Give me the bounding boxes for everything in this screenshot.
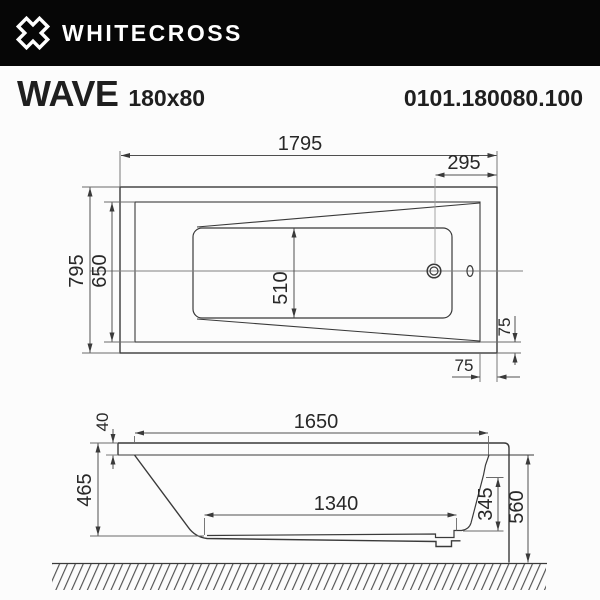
dim-overall-width: 795 xyxy=(66,254,88,288)
dim-overall-length: 1795 xyxy=(277,133,323,155)
dim-rim-length: 1650 xyxy=(293,411,339,433)
extension-lines-side-view xyxy=(90,436,504,536)
dim-rim-end: 75 xyxy=(454,356,474,375)
ground-hatch xyxy=(52,564,546,590)
dim-end-wall-height: 345 xyxy=(475,487,497,521)
model-size: 180x80 xyxy=(128,85,206,111)
brand-name: WHITECROSS xyxy=(62,19,243,46)
product-code: 0101.180080.100 xyxy=(403,85,583,111)
dimension-lines-top-view xyxy=(90,156,520,378)
model-name: WAVE xyxy=(17,73,119,114)
basin-slope-top xyxy=(197,203,480,227)
dim-depth: 465 xyxy=(74,473,96,507)
dim-bottom-length: 1340 xyxy=(313,493,359,515)
top-view-basin xyxy=(193,228,452,318)
extension-lines-top-view xyxy=(82,151,521,382)
side-view xyxy=(52,411,547,590)
dim-basin-width: 510 xyxy=(270,271,292,305)
dim-total-height: 560 xyxy=(506,490,528,524)
dim-inner-width: 650 xyxy=(89,254,111,288)
side-outer-shell xyxy=(135,455,461,547)
dim-drain-from-end: 295 xyxy=(447,152,481,174)
basin-slope-bottom xyxy=(197,319,480,341)
top-view-inner-rim xyxy=(135,202,480,342)
top-view xyxy=(66,133,523,382)
dim-rim-side: 75 xyxy=(495,317,514,337)
dim-rim-thickness: 40 xyxy=(93,412,112,432)
